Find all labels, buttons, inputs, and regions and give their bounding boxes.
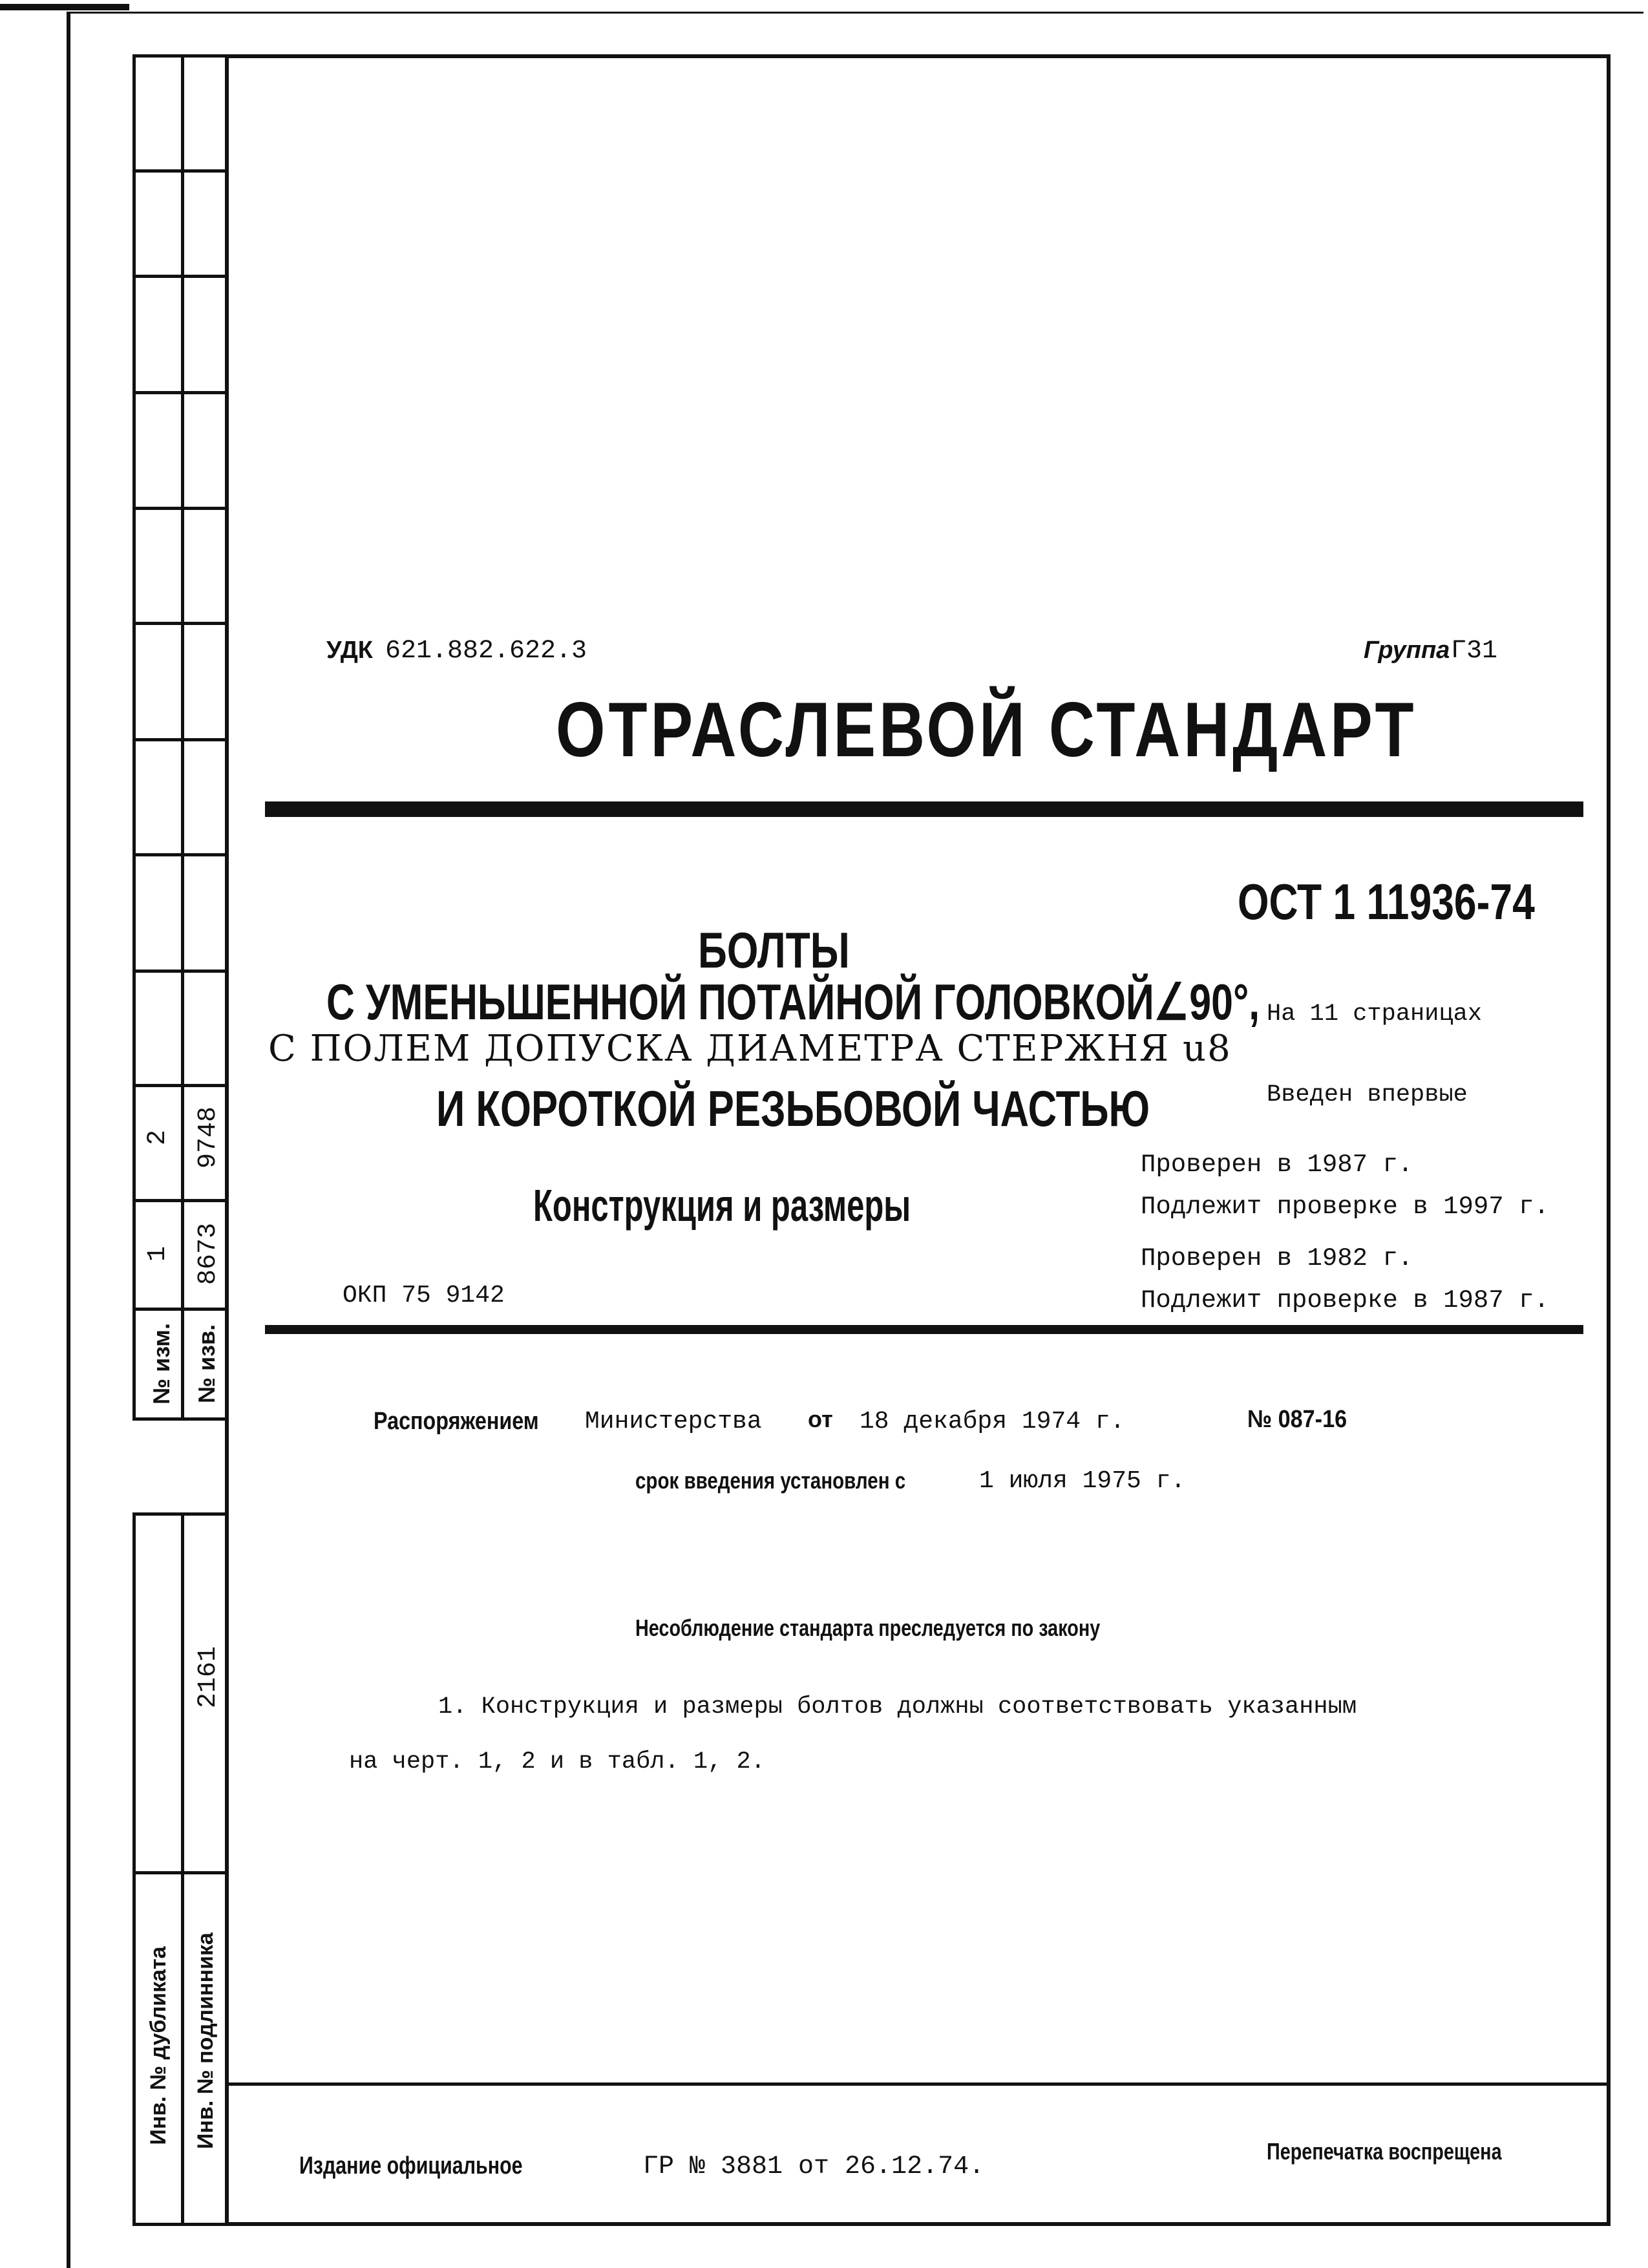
introduced-note: Введен впервые <box>1267 1081 1468 1108</box>
change-no-2: 2 <box>143 1130 173 1146</box>
udk-label: УДК <box>326 637 373 664</box>
margin-row-line <box>132 1871 228 1874</box>
standard-name-line-2: С УМЕНЬШЕННОЙ ПОТАЙНОЙ ГОЛОВКОЙ∠90°, <box>326 973 1260 1030</box>
page-count: На 11 страницах <box>1267 1001 1483 1028</box>
standard-name-line-3: С ПОЛЕМ ДОПУСКА ДИАМЕТРА СТЕРЖНЯ u8 <box>268 1028 1232 1070</box>
header-rule <box>265 801 1583 817</box>
to-check-1997: Подлежит проверке в 1997 г. <box>1141 1192 1549 1221</box>
paragraph-1-line-2: на черт. 1, 2 и в табл. 1, 2. <box>349 1748 765 1775</box>
margin-row-line <box>132 970 228 973</box>
original-inventory-label: Инв. № подлинника <box>193 1933 218 2149</box>
margin-row-line <box>132 507 228 510</box>
scan-edge-mark <box>0 4 129 10</box>
margin-col-line <box>181 54 184 1418</box>
footer-divider <box>225 2083 1611 2086</box>
group-label: Группа <box>1364 637 1450 664</box>
order-date: 18 декабря 1974 г. <box>860 1408 1125 1436</box>
original-inventory-number: 2161 <box>194 1646 223 1709</box>
margin-row-line <box>132 54 228 58</box>
duplicate-inventory-label: Инв. № дубликата <box>146 1946 171 2145</box>
order-from: от <box>808 1406 833 1432</box>
edition-label: Издание официальное <box>299 2152 523 2179</box>
margin-col-line <box>181 1512 184 2226</box>
margin-row-line <box>132 622 228 625</box>
change-no-1: 1 <box>143 1246 173 1262</box>
standard-subtitle: Конструкция и размеры <box>533 1180 911 1231</box>
checked-1987: Проверен в 1987 г. <box>1141 1150 1413 1179</box>
order-number: № 087-16 <box>1247 1406 1347 1433</box>
change-no-label: № изм. <box>148 1323 174 1404</box>
margin-row-line <box>132 738 228 741</box>
term-date: 1 июля 1975 г. <box>979 1467 1186 1495</box>
checked-1982: Проверен в 1982 г. <box>1141 1244 1413 1273</box>
margin-row-line <box>132 169 228 173</box>
order-label: Распоряжением <box>374 1408 539 1435</box>
notice-no-label: № изв. <box>193 1324 220 1404</box>
document-title: ОТРАСЛЕВОЙ СТАНДАРТ <box>556 686 1417 773</box>
notice-no-1: 8673 <box>194 1223 223 1286</box>
to-check-1987: Подлежит проверке в 1987 г. <box>1141 1286 1549 1315</box>
order-ministry: Министерства <box>585 1408 762 1436</box>
margin-row-line <box>132 391 228 394</box>
standard-name-line-4: И КОРОТКОЙ РЕЗЬБОВОЙ ЧАСТЬЮ <box>436 1080 1150 1137</box>
paragraph-1-line-1: 1. Конструкция и размеры болтов должны соответствовать указанным <box>438 1693 1357 1721</box>
standard-name-line-1: БОЛТЫ <box>698 922 850 979</box>
margin-col-line <box>132 54 136 1418</box>
okp-code: ОКП 75 9142 <box>343 1282 505 1309</box>
margin-row-line <box>132 1512 228 1516</box>
notice-no-2: 9748 <box>194 1107 223 1169</box>
page-top-edge <box>67 12 1643 14</box>
term-label: срок введения установлен с <box>635 1467 906 1494</box>
info-rule <box>265 1325 1583 1334</box>
margin-row-line <box>132 275 228 278</box>
margin-row-line <box>132 1417 228 1421</box>
legal-warning: Несоблюдение стандарта преследуется по закону <box>635 1615 1101 1641</box>
page-left-edge <box>67 13 70 2268</box>
registration-number: ГР № 3881 от 26.12.74. <box>643 2152 985 2181</box>
udk-value: 621.882.622.3 <box>385 637 587 666</box>
group-value: Г31 <box>1451 637 1498 666</box>
margin-row-line <box>132 1308 228 1311</box>
margin-row-line <box>132 1199 228 1202</box>
reprint-notice: Перепечатка воспрещена <box>1267 2138 1502 2165</box>
margin-row-line <box>132 1084 228 1087</box>
margin-row-line <box>132 853 228 856</box>
standard-code: ОСТ 1 11936-74 <box>1238 873 1535 930</box>
margin-row-line <box>132 2223 228 2226</box>
page-frame <box>225 54 1611 2226</box>
margin-col-line <box>132 1512 136 2226</box>
